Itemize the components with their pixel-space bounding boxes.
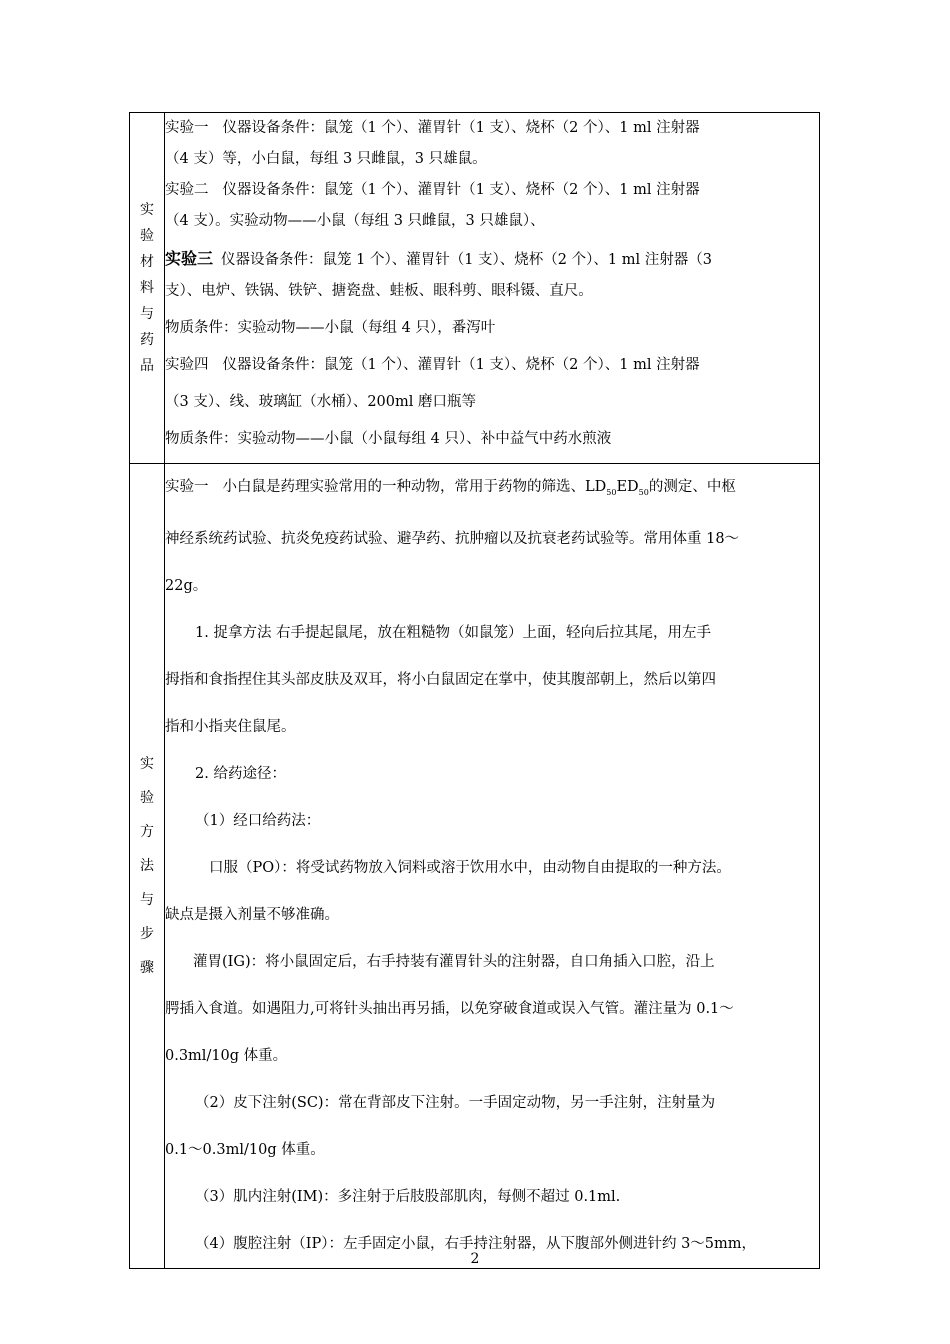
po-line-1: 口服（PO）：将受试药物放入饲料或溶于饮用水中，由动物自由提取的一种方法。 [209,860,731,876]
materials-line: （3 支）、线、玻璃缸（水桶）、200ml 磨口瓶等 [165,394,477,410]
materials-row [130,113,820,464]
materials-line: 实验四 仪器设备条件：鼠笼（1 个）、灌胃针（1 支）、烧杯（2 个）、1 ml 注射器 [165,357,700,373]
materials-line: 物质条件：实验动物——小鼠（每组 4 只），番泻叶 [165,320,496,336]
experiment-table [129,112,820,1269]
materials-label-cell [130,113,165,464]
intro-line-2: 神经系统药试验、抗炎免疫药试验、避孕药、抗肿瘤以及抗衰老药试验等。常用体重 18～ [165,531,740,547]
methods-label-cell [130,464,165,1269]
po-line-2: 缺点是摄入剂量不够准确。 [165,907,339,923]
materials-line: 物质条件：实验动物——小鼠（小鼠每组 4 只）、补中益气中药水煎液 [165,431,612,447]
sc-line-1: （2）皮下注射(SC)：常在背部皮下注射。一手固定动物，另一手注射，注射量为 [195,1095,716,1111]
intro-line-1: 实验一 小白鼠是药理实验常用的一种动物，常用于药物的筛选、$LD_{50}ED_{50}$的测定、中枢 [165,479,736,497]
routes-title: 2. 给药途径： [195,766,286,782]
sc-line-2: 0.1～0.3ml/10g 体重。 [165,1142,325,1158]
methods-row [130,464,820,1269]
grip-line-1: 1. 捉拿方法 右手提起鼠尾，放在粗糙物（如鼠笼）上面，轻向后拉其尾，用左手 [195,625,712,641]
oral-title: （1）经口给药法： [195,813,321,829]
materials-line: 支）、电炉、铁锅、铁铲、搪瓷盘、蛙板、眼科剪、眼科镊、直尺。 [165,283,593,299]
materials-label: 实 验 材 料 与 药 品 [140,202,154,374]
materials-line: （4 支）。实验动物——小鼠（每组 3 只雌鼠，3 只雄鼠）、 [165,213,545,229]
materials-content [165,113,820,464]
grip-line-2: 拇指和食指捏住其头部皮肤及双耳，将小白鼠固定在掌中，使其腹部朝上，然后以第四 [165,672,716,688]
page-number: 2 [470,1251,480,1267]
im-line: （3）肌内注射(IM)：多注射于后肢股部肌肉，每侧不超过 0.1ml. [195,1189,621,1205]
ip-line: （4）腹腔注射（IP）：左手固定小鼠，右手持注射器，从下腹部外侧进针约 3～5mm， [195,1236,757,1252]
ig-line-3: 0.3ml/10g 体重。 [165,1048,288,1064]
intro-line-3: 22g。 [165,578,208,594]
materials-line: 实验三 仪器设备条件：鼠笼 1 个）、灌胃针（1 支）、烧杯（2 个）、1 ml 注射器（3 [165,249,712,268]
methods-label: 实 验 方 法 与 步 骤 [140,756,154,976]
ig-line-1: 灌胃(IG)：将小鼠固定后，右手持装有灌胃针头的注射器，自口角插入口腔，沿上 [193,954,715,970]
grip-line-3: 指和小指夹住鼠尾。 [165,719,296,735]
materials-line: （4 支）等，小白鼠，每组 3 只雌鼠，3 只雄鼠。 [165,151,487,167]
materials-line: 实验二 仪器设备条件：鼠笼（1 个）、灌胃针（1 支）、烧杯（2 个）、1 ml 注射器 [165,182,700,198]
ig-line-2: 腭插入食道。如遇阻力,可将针头抽出再另插，以免穿破食道或误入气管。灌注量为 0.1～ [165,1001,734,1017]
methods-content [165,464,820,1269]
materials-line: 实验一 仪器设备条件：鼠笼（1 个）、灌胃针（1 支）、烧杯（2 个）、1 ml 注射器 [165,120,700,136]
